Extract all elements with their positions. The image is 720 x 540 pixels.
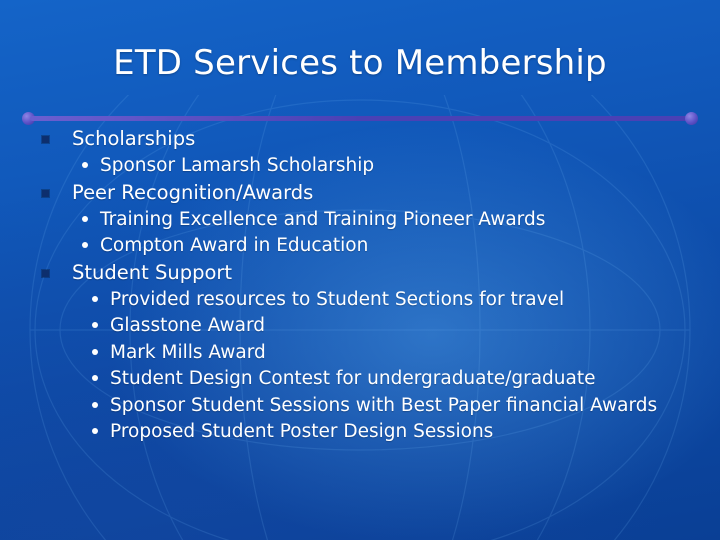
dot-bullet-icon <box>92 428 98 434</box>
dot-bullet-icon <box>82 242 88 248</box>
dot-bullet-icon <box>92 402 98 408</box>
list-item-label: Peer Recognition/Awards <box>72 180 314 204</box>
list-item <box>38 313 688 340</box>
list-item-label: Scholarships <box>72 127 196 150</box>
list-item-label: Sponsor Lamarsh Scholarship <box>100 155 375 176</box>
list-item <box>38 366 688 393</box>
dot-bullet-icon <box>92 349 98 355</box>
list-item-label: Student Design Contest for undergraduate/graduate <box>110 368 596 389</box>
list-item <box>38 180 688 206</box>
page-title: ETD Services to Membership <box>113 43 607 83</box>
list-item-label: Mark Mills Award <box>110 341 266 363</box>
list-item <box>38 260 688 286</box>
square-bullet-icon <box>42 136 49 143</box>
list-item-label: Compton Award in Education <box>100 235 369 256</box>
list-item <box>38 153 688 180</box>
dot-bullet-icon <box>82 162 88 168</box>
square-bullet-icon <box>42 270 49 277</box>
slide-body <box>38 126 688 446</box>
dot-bullet-icon <box>92 375 98 381</box>
list-item <box>38 287 688 314</box>
list-item-label: Glasstone Award <box>110 315 266 336</box>
list-item-label: Proposed Student Poster Design Sessions <box>110 421 494 442</box>
list-item-label: Training Excellence and Training Pioneer Awards <box>100 208 546 230</box>
list-item-label: Provided resources to Student Sections for travel <box>110 288 565 310</box>
divider-bar <box>30 116 690 121</box>
list-item <box>38 207 688 234</box>
list-item <box>38 419 688 446</box>
list-item-label: Sponsor Student Sessions with Best Paper financial Awards <box>110 394 658 416</box>
dot-bullet-icon <box>92 322 98 328</box>
square-bullet-icon <box>42 190 49 197</box>
divider-cap-right <box>685 112 698 125</box>
list-item <box>38 393 688 420</box>
list-item-label: Student Support <box>72 260 233 284</box>
list-item <box>38 233 688 260</box>
dot-bullet-icon <box>82 216 88 222</box>
title-divider <box>22 112 698 124</box>
dot-bullet-icon <box>92 296 98 302</box>
list-item <box>38 126 688 152</box>
list-item <box>38 340 688 367</box>
